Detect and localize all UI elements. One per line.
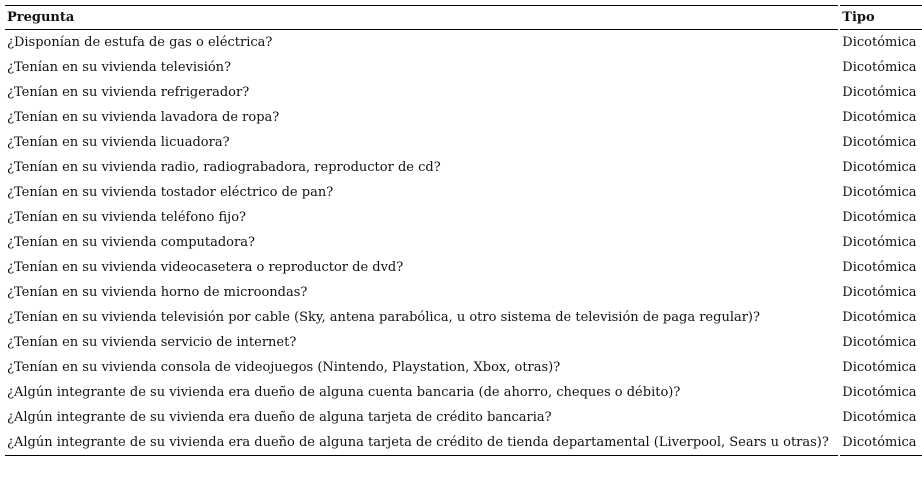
- question-cell: ¿Tenían en su vivienda horno de microondas?: [7, 285, 308, 300]
- type-cell: Dicotómica: [842, 210, 917, 225]
- table-row: [5, 30, 922, 55]
- type-cell: Dicotómica: [842, 335, 917, 350]
- table-row: [5, 430, 922, 456]
- table-row: [5, 305, 922, 330]
- table-body: [5, 30, 922, 456]
- question-cell: ¿Algún integrante de su vivienda era dueño de alguna tarjeta de crédito de tienda departamental (Liverpool, Sears u otras)?: [5, 430, 838, 456]
- type-cell: Dicotómica: [842, 310, 917, 325]
- question-cell: ¿Tenían en su vivienda videocasetera o reproductor de dvd?: [7, 260, 404, 275]
- table-row: [5, 230, 922, 255]
- header-row: [5, 5, 922, 30]
- type-cell: Dicotómica: [842, 235, 917, 250]
- header-question: Pregunta: [5, 5, 838, 30]
- type-cell: Dicotómica: [842, 85, 917, 100]
- type-cell: Dicotómica: [842, 135, 917, 150]
- table-row: [5, 55, 922, 80]
- question-cell: ¿Algún integrante de su vivienda era dueño de alguna cuenta bancaria (de ahorro, cheques o débito)?: [7, 385, 681, 400]
- question-cell: ¿Tenían en su vivienda radio, radiograbadora, reproductor de cd?: [7, 160, 441, 175]
- question-cell: ¿Tenían en su vivienda servicio de internet?: [7, 335, 297, 350]
- question-cell: ¿Disponían de estufa de gas o eléctrica?: [7, 35, 273, 50]
- type-cell: Dicotómica: [842, 410, 917, 425]
- question-cell: ¿Tenían en su vivienda televisión?: [7, 60, 232, 75]
- type-cell: Dicotómica: [842, 110, 917, 125]
- type-cell: Dicotómica: [840, 430, 922, 456]
- question-cell: ¿Algún integrante de su vivienda era dueño de alguna tarjeta de crédito bancaria?: [7, 410, 552, 425]
- question-cell: ¿Tenían en su vivienda computadora?: [7, 235, 255, 250]
- question-cell: ¿Tenían en su vivienda tostador eléctrico de pan?: [7, 185, 334, 200]
- type-cell: Dicotómica: [842, 385, 917, 400]
- question-cell: ¿Tenían en su vivienda consola de videojuegos (Nintendo, Playstation, Xbox, otras)?: [7, 360, 561, 375]
- question-cell: ¿Tenían en su vivienda teléfono fijo?: [7, 210, 246, 225]
- type-cell: Dicotómica: [842, 35, 917, 50]
- header-type: Tipo: [840, 5, 922, 30]
- type-cell: Dicotómica: [842, 285, 917, 300]
- question-cell: ¿Tenían en su vivienda licuadora?: [7, 135, 230, 150]
- type-cell: Dicotómica: [842, 360, 917, 375]
- table-row: [5, 405, 922, 430]
- type-cell: Dicotómica: [842, 160, 917, 175]
- table-row: [5, 255, 922, 280]
- type-cell: Dicotómica: [842, 60, 917, 75]
- table-row: [5, 380, 922, 405]
- type-cell: Dicotómica: [842, 185, 917, 200]
- table-row: [5, 130, 922, 155]
- table-row: [5, 280, 922, 305]
- questions-table: [5, 5, 922, 456]
- question-cell: ¿Tenían en su vivienda televisión por cable (Sky, antena parabólica, u otro sistema de televisión de paga regular)?: [7, 310, 760, 325]
- question-cell: ¿Tenían en su vivienda lavadora de ropa?: [7, 110, 280, 125]
- table-row: [5, 355, 922, 380]
- table-row: [5, 105, 922, 130]
- table-row: [5, 155, 922, 180]
- type-cell: Dicotómica: [842, 260, 917, 275]
- table-row: [5, 330, 922, 355]
- table-row: [5, 180, 922, 205]
- question-cell: ¿Tenían en su vivienda refrigerador?: [7, 85, 250, 100]
- table-row: [5, 80, 922, 105]
- table-row: [5, 205, 922, 230]
